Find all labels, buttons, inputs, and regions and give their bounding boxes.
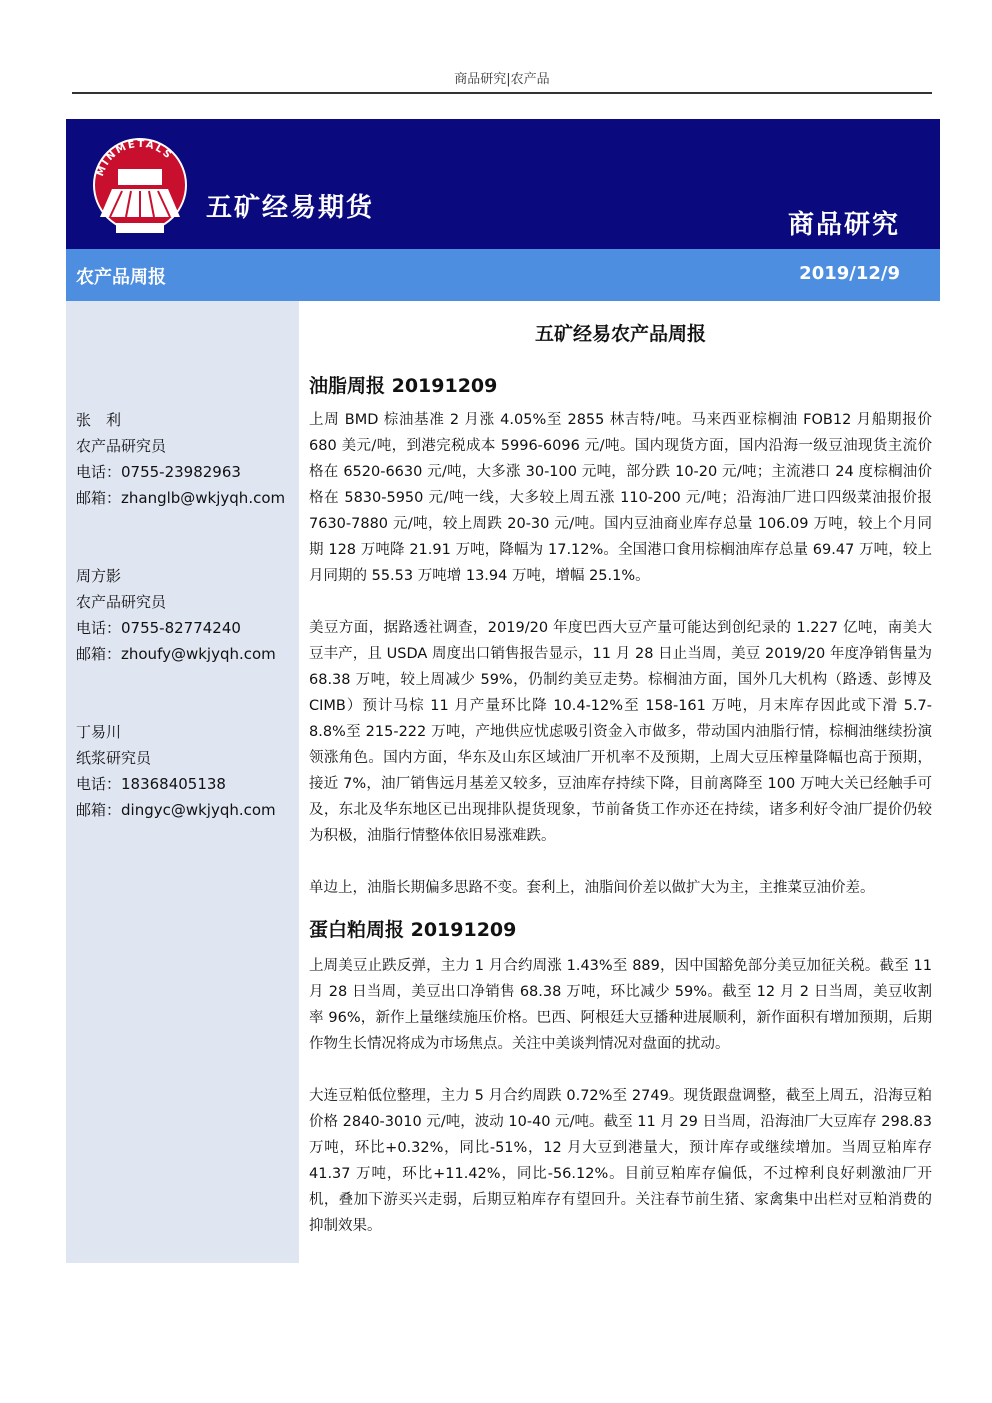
author-name: 张 利 [76,411,122,429]
meal-paragraph: 大连豆粕低位整理，主力 5 月合约周跌 0.72%至 2749。现货跟盘调整，截至上周五，沿海豆粕价格 2840-3010 元/吨，波动 10-40 元/吨。截至 11 月 29 日当周，沿海油厂大豆库存 298.83 万吨，环比+0.32%，同比-51%，12 月大豆到港量大，预计库存或继续增加。当周豆粕库存 41.37 万吨，环比+11.42%，同比-56.12%。目前豆粕库存偏低，不过榨利良好刺激油厂开机，叠加下游买兴走弱，后期豆粕库存有望回升。关注春节前生猪、家禽集中出栏对豆粕消费的抑制效果。 [309,1088,932,1234]
brand-banner [66,119,940,249]
author-email: 邮箱：dingyc@wkjyqh.com [76,801,276,819]
author-phone: 电话：0755-82774240 [76,619,241,637]
author-name: 丁易川 [76,723,122,741]
oils-paragraph: 上周 BMD 棕油基准 2 月涨 4.05%至 2855 林吉特/吨。马来西亚棕榈油 FOB12 月船期报价 680 美元/吨，到港完税成本 5996-6096 元/吨。国内现货方面，国内沿海一级豆油现货主流价格在 6520-6630 元/吨，大多涨 30-100 元吨，部分跌 10-20 元/吨；主流港口 24 度棕榈油价格在 5830-5950 元/吨一线，大多较上周五涨 110-200 元/吨；沿海油厂进口四级菜油报价报 7630-7880 元/吨，较上周跌 20-30 元/吨。国内豆油商业库存总量 106.09 万吨，较上个月同期 128 万吨降 21.91 万吨，降幅为 17.12%。全国港口食用棕榈油库存总量 69.47 万吨，较上月同期的 55.53 万吨增 13.94 万吨，增幅 25.1%。 [309,412,932,584]
company-name: 五矿经易期货 [206,193,375,223]
report-category: 农产品周报 [76,267,166,288]
oils-paragraph: 单边上，油脂长期偏多思路不变。套利上，油脂间价差以做扩大为主，主推菜豆油价差。 [309,880,875,896]
author-email: 邮箱：zhanglb@wkjyqh.com [76,489,286,507]
report-subbar [66,249,940,301]
author-sidebar [66,301,299,1263]
section-heading-oils: 油脂周报 20191209 [309,375,498,397]
report-date: 2019/12/9 [799,263,900,284]
section-heading-meal: 蛋白粕周报 20191209 [309,919,517,941]
author-title: 农产品研究员 [76,593,167,611]
author-phone: 电话：0755-23982963 [76,463,241,481]
author-card [76,719,276,823]
svg-text:MINMETALS: MINMETALS [94,138,175,178]
running-header: 商品研究|农产品 [72,68,932,94]
minmetals-logo [88,131,192,239]
report-title: 五矿经易农产品周报 [534,323,706,345]
section-label: 商品研究 [787,210,900,240]
author-name: 周方影 [76,567,122,585]
author-phone: 电话：18368405138 [76,775,226,793]
meal-paragraph: 上周美豆止跌反弹，主力 1 月合约周涨 1.43%至 889，因中国豁免部分美豆加征关税。截至 11 月 28 日当周，美豆出口净销售 68.38 万吨，环比减少 59%。截至 12 月 2 日当周，美豆收割率 96%，新作上量继续施压价格。巴西、阿根廷大豆播种进展顺利，新作面积有增加预期，后期作物生长情况将成为市场焦点。关注中美谈判情况对盘面的扰动。 [309,958,932,1052]
oils-paragraph: 美豆方面，据路透社调查，2019/20 年度巴西大豆产量可能达到创纪录的 1.227 亿吨，南美大豆丰产，且 USDA 周度出口销售报告显示，11 月 28 日止当周，美豆 2019/20 年度净销售量为 68.38 万吨，较上周减少 59%，仍制约美豆走势。棕榈油方面，国外几大机构（路透、彭博及 CIMB）预计马棕 11 月产量环比降 10.4-12%至 158-161 万吨，月末库存因此或下滑 5.7-8.8%至 215-222 万吨，产地供应忧虑吸引资金入市做多，带动国内油脂行情，棕榈油继续扮演领涨角色。国内方面，华东及山东区域油厂开机率不及预期，上周大豆压榨量降幅也高于预期，接近 7%，油厂销售远月基差又较多，豆油库存持续下降，目前离降至 100 万吨大关已经触手可及，东北及华东地区已出现排队提货现象，节前备货工作亦还在持续，诸多利好令油厂提价仍较为积极，油脂行情整体依旧易涨难跌。 [309,620,932,844]
author-card [76,563,276,667]
author-email: 邮箱：zhoufy@wkjyqh.com [76,645,276,663]
author-card [76,407,285,511]
author-title: 农产品研究员 [76,437,167,455]
author-title: 纸浆研究员 [76,749,152,767]
